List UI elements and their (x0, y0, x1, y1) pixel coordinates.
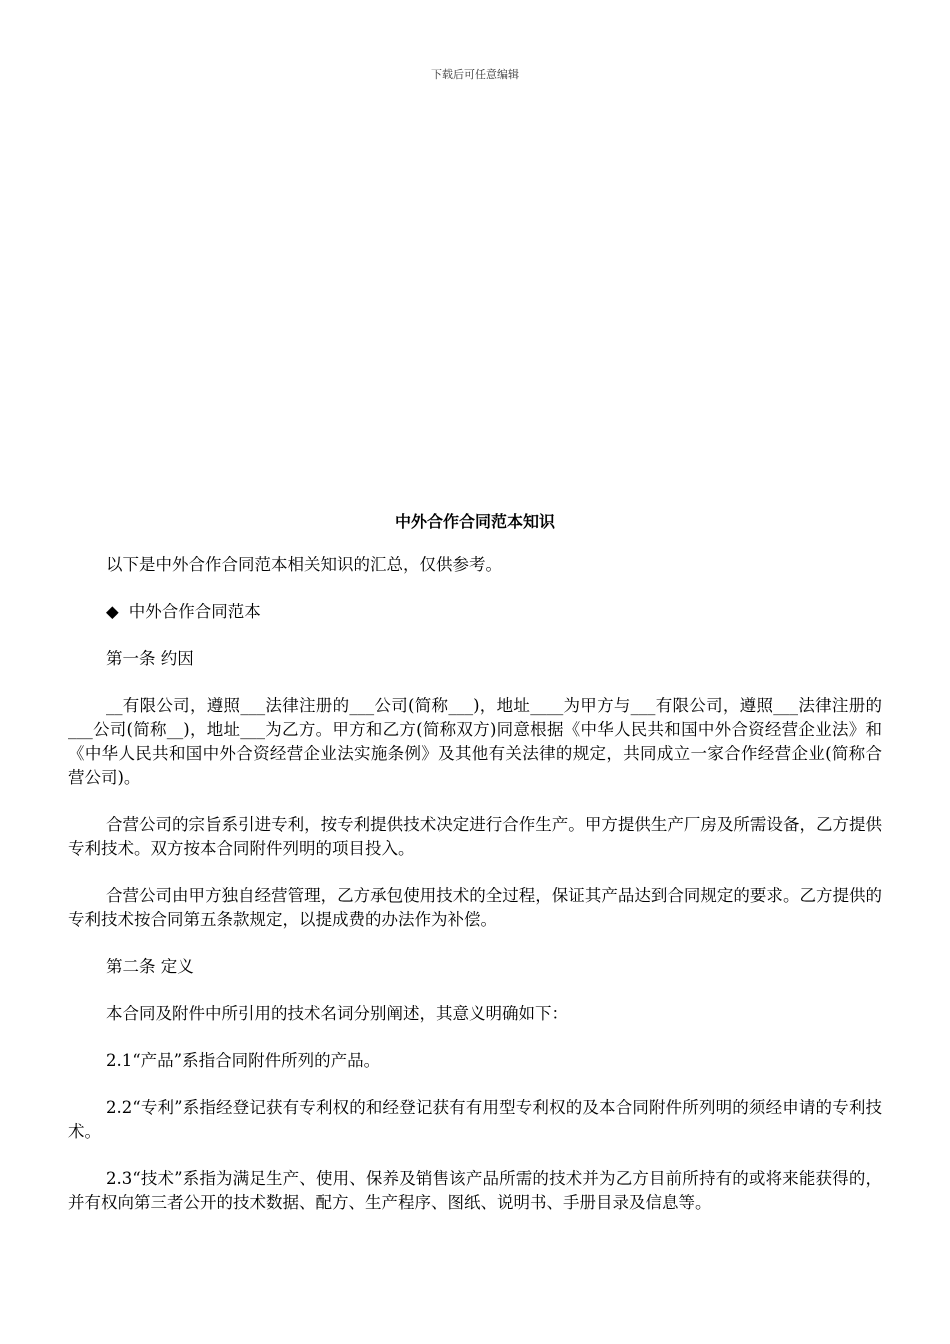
article-heading: 第一条 约因 (106, 649, 194, 668)
document-body (68, 553, 882, 1238)
clause: 2.3“技术”系指为满足生产、使用、保养及销售该产品所需的技术并为乙方目前所持有的或将来能获得的，并有权向第三者公开的技术数据、配方、生产程序、图纸、说明书、手册目录及信息等。 (68, 1169, 882, 1212)
diamond-bullet-icon: ◆ (106, 602, 119, 621)
document-title: 中外合作合同范本知识 (394, 512, 555, 531)
article-heading: 第二条 定义 (106, 957, 194, 976)
intro-paragraph: 以下是中外合作合同范本相关知识的汇总，仅供参考。 (106, 555, 502, 574)
clause: 2.1“产品”系指合同附件所列的产品。 (106, 1051, 381, 1070)
paragraph: 合营公司由甲方独自经营管理，乙方承包使用技术的全过程，保证其产品达到合同规定的要求。乙方提供的专利技术按合同第五条款规定，以提成费的办法作为补偿。 (68, 886, 882, 929)
paragraph: 本合同及附件中所引用的技术名词分别阐述，其意义明确如下： (106, 1004, 568, 1023)
section-heading-text: 中外合作合同范本 (128, 602, 261, 621)
section-heading (68, 600, 882, 624)
header-note: 下载后可任意编辑 (431, 68, 519, 81)
clause: 2.2“专利”系指经登记获有专利权的和经登记获有有用型专利权的及本合同附件所列明的须经申请的专利技术。 (68, 1098, 882, 1141)
paragraph: 合营公司的宗旨系引进专利，按专利提供技术决定进行合作生产。甲方提供生产厂房及所需设备，乙方提供专利技术。双方按本合同附件列明的项目投入。 (68, 815, 882, 858)
paragraph: __有限公司，遵照___法律注册的___公司(简称___)，地址____为甲方与___有限公司，遵照___法律注册的___公司(简称__)，地址___为乙方。甲方和乙方(简称双方)同意根据《中华人民共和国中外合资经营企业法》和《中华人民共和国中外合资经营企业法实施条例》及其他有关法律的规定，共同成立一家合作经营企业(简称合营公司)。 (68, 696, 882, 787)
